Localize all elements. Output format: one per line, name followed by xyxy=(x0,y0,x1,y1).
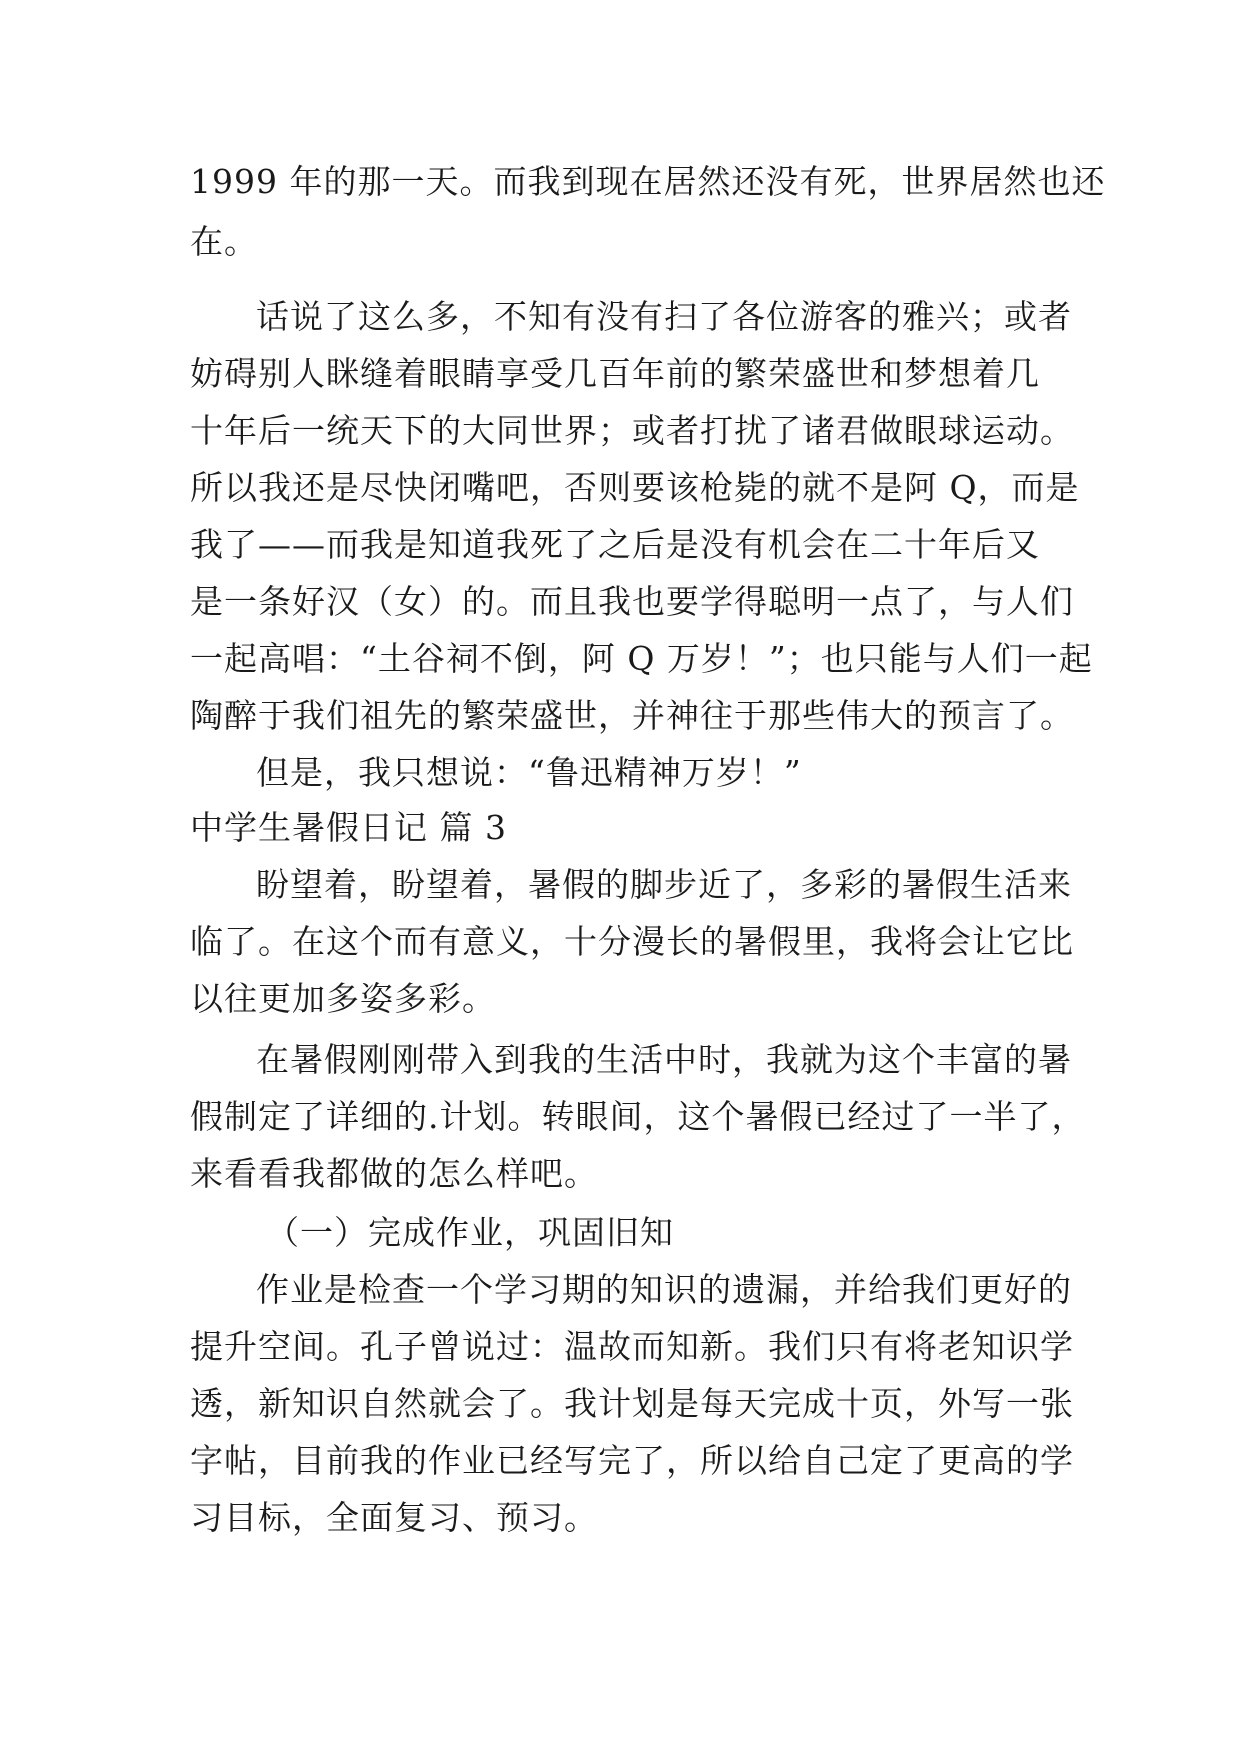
paragraph-line: 我了——而我是知道我死了之后是没有机会在二十年后又 xyxy=(190,525,1040,564)
paragraph-line: 是一条好汉（女）的。而且我也要学得聪明一点了，与人们 xyxy=(190,582,1074,621)
paragraph-line: 所以我还是尽快闭嘴吧，否则要该枪毙的就不是阿 Q，而是 xyxy=(190,468,1080,507)
paragraph-line: 盼望着，盼望着，暑假的脚步近了，多彩的暑假生活来 xyxy=(256,865,1072,904)
paragraph-line: 但是，我只想说：“鲁迅精神万岁！” xyxy=(256,753,802,792)
paragraph-line: 一起高唱：“土谷祠不倒，阿 Q 万岁！”；也只能与人们一起 xyxy=(190,639,1093,678)
paragraph-line: 临了。在这个而有意义，十分漫长的暑假里，我将会让它比 xyxy=(190,922,1074,961)
paragraph-line: 透，新知识自然就会了。我计划是每天完成十页，外写一张 xyxy=(190,1384,1074,1423)
paragraph-line: 以往更加多姿多彩。 xyxy=(190,979,496,1018)
paragraph-line: 字帖，目前我的作业已经写完了，所以给自己定了更高的学 xyxy=(190,1441,1074,1480)
paragraph-line: 陶醉于我们祖先的繁荣盛世，并神往于那些伟大的预言了。 xyxy=(190,696,1074,735)
paragraph-line: 习目标，全面复习、预习。 xyxy=(190,1498,598,1537)
paragraph-line: 提升空间。孔子曾说过：温故而知新。我们只有将老知识学 xyxy=(190,1327,1074,1366)
paragraph-line: 话说了这么多，不知有没有扫了各位游客的雅兴；或者 xyxy=(256,297,1072,336)
subheading: （一）完成作业，巩固旧知 xyxy=(266,1213,674,1252)
paragraph-line: 在。 xyxy=(190,222,258,261)
paragraph-line: 十年后一统天下的大同世界；或者打扰了诸君做眼球运动。 xyxy=(190,411,1074,450)
section-heading: 中学生暑假日记 篇 3 xyxy=(190,808,507,847)
paragraph-line: 1999 年的那一天。而我到现在居然还没有死，世界居然也还 xyxy=(190,162,1106,201)
paragraph-line: 作业是检查一个学习期的知识的遗漏，并给我们更好的 xyxy=(256,1270,1072,1309)
paragraph-line: 来看看我都做的怎么样吧。 xyxy=(190,1154,598,1193)
paragraph-line: 假制定了详细的.计划。转眼间，这个暑假已经过了一半了， xyxy=(190,1097,1086,1136)
paragraph-line: 妨碍别人眯缝着眼睛享受几百年前的繁荣盛世和梦想着几 xyxy=(190,354,1040,393)
paragraph-line: 在暑假刚刚带入到我的生活中时，我就为这个丰富的暑 xyxy=(256,1040,1072,1079)
